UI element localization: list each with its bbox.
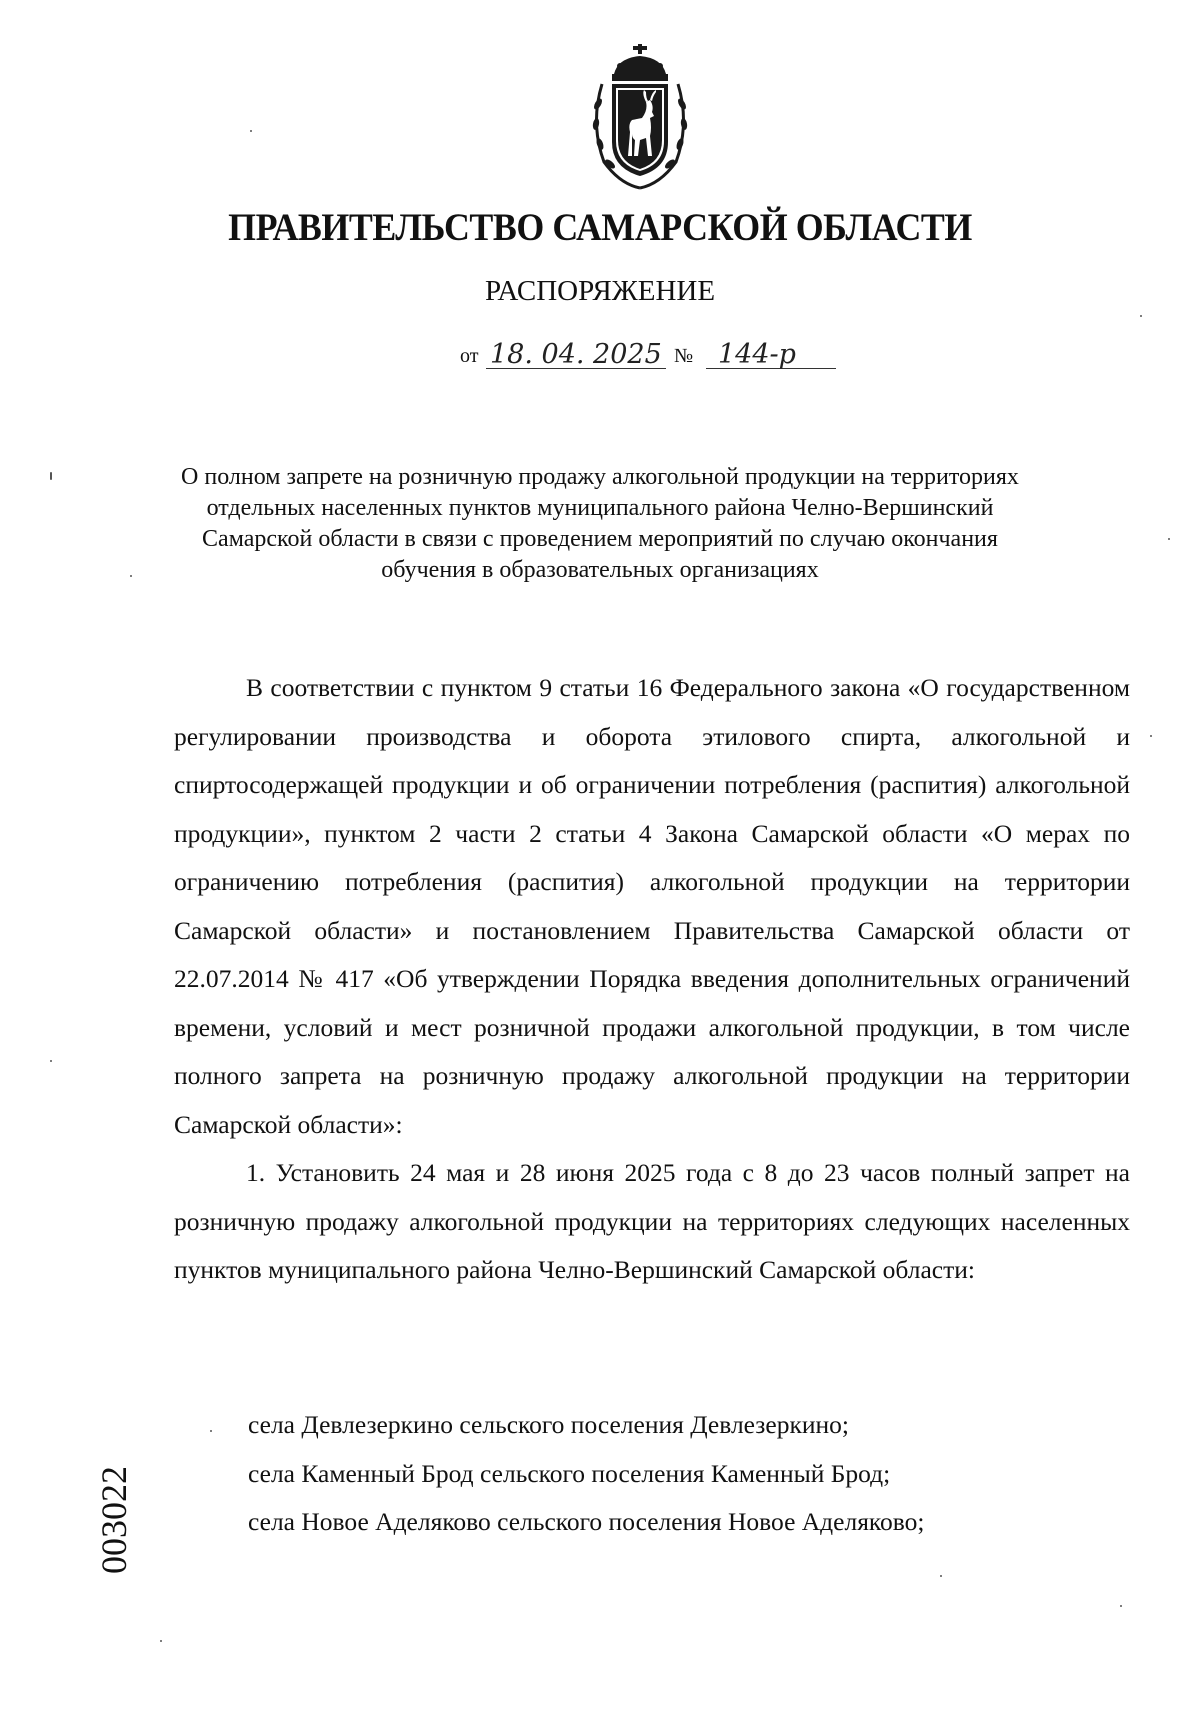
scan-speck — [1140, 315, 1142, 317]
item-1-paragraph: 1. Установить 24 мая и 28 июня 2025 года с 8 до 23 часов полный запрет на розничную продажу алкогольной продукции на территориях следующих населенных пунктов муниципального района Челно-Вершинский Самарской области: — [174, 1158, 1130, 1284]
scan-speck — [940, 1575, 942, 1577]
scan-speck — [210, 1430, 212, 1432]
handwritten-number: 144-р — [718, 339, 796, 370]
handwritten-date: 18. 04. 2025 — [490, 339, 662, 370]
scan-speck — [1168, 538, 1170, 540]
side-document-number: 003022 — [94, 1466, 134, 1574]
scan-speck — [250, 130, 252, 132]
document-type: РАСПОРЯЖЕНИЕ — [484, 275, 716, 307]
scan-speck — [1120, 1605, 1122, 1607]
scan-speck — [160, 1640, 162, 1642]
scan-speck — [1150, 735, 1152, 737]
village-list — [248, 1401, 1128, 1547]
organization-title: ПРАВИТЕЛЬСТВО САМАРСКОЙ ОБЛАСТИ — [228, 206, 972, 249]
list-item: села Девлезеркино сельского поселения Девлезеркино; — [248, 1410, 849, 1439]
document-subject: О полном запрете на розничную продажу алкогольной продукции на территориях отдельных населенных пунктов муниципального района Челно-Вершинский Самарской области в связи с проведением мероприятий по случаю окончания обучения в образовательных организациях — [181, 464, 1019, 583]
scan-speck — [50, 472, 52, 480]
date-prefix: от — [460, 345, 479, 367]
preamble-paragraph: В соответствии с пунктом 9 статьи 16 Федерального закона «О государственном регулировании производства и оборота этилового спирта, алкогольной и спиртосодержащей продукции и об ограничении потребления (распития) алкогольной продукции», пунктом 2 части 2 статьи 4 Закона Самарской области «О мерах по ограничению потребления (распития) алкогольной продукции на территории Самарской области» и постановлением Правительства Самарской области от 22.07.2014 № 417 «Об утверждении Порядка введения дополнительных ограничений времени, условий и мест розничной продажи алкогольной продукции, в том числе полного запрета на розничную продажу алкогольной продукции на территории Самарской области»: — [174, 673, 1130, 1139]
samara-coat-of-arms-icon — [580, 44, 700, 194]
date-number-line — [460, 330, 860, 380]
scan-speck — [50, 1060, 52, 1062]
document-body — [174, 664, 1130, 1295]
number-prefix: № — [674, 345, 694, 367]
scan-speck — [130, 575, 132, 577]
list-item: села Новое Аделяково сельского поселения Новое Аделяково; — [248, 1507, 925, 1536]
list-item: села Каменный Брод сельского поселения Каменный Брод; — [248, 1458, 891, 1488]
